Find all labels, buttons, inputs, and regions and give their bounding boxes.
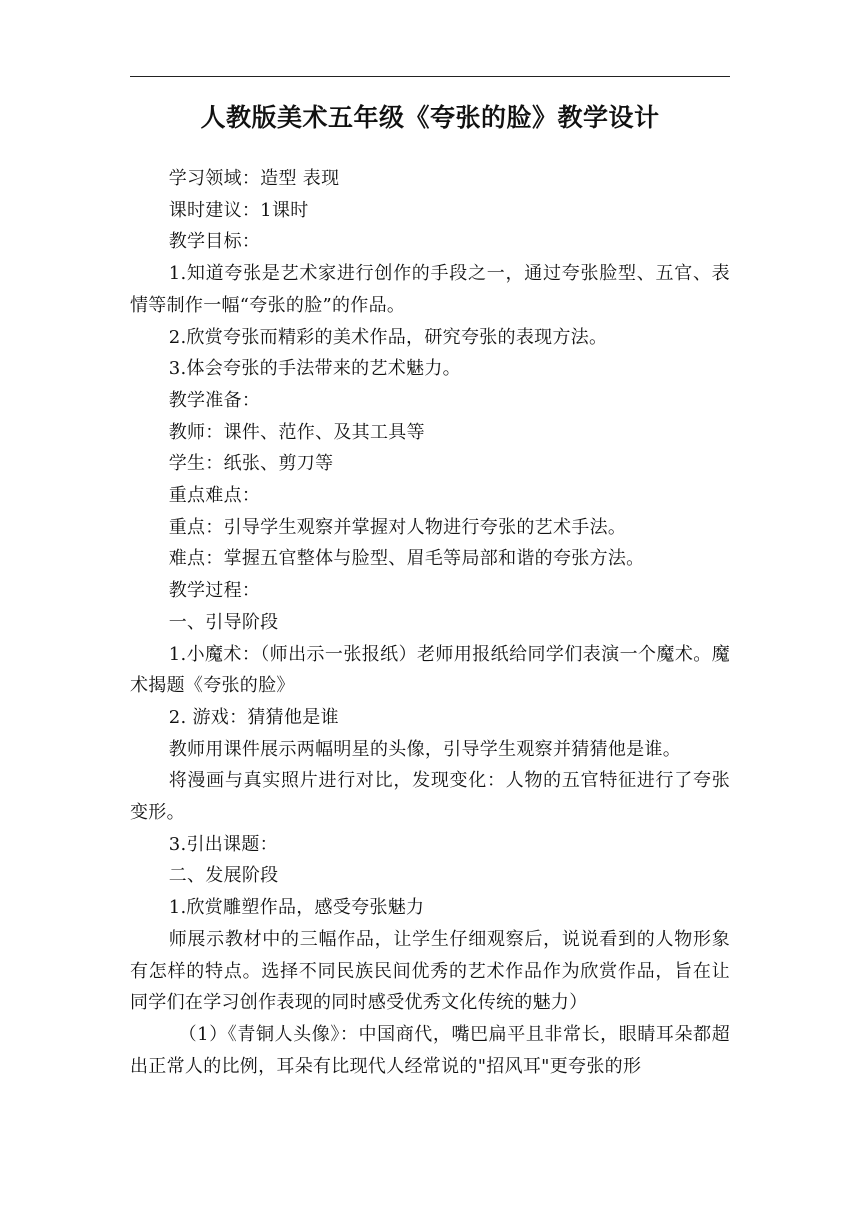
paragraph: 师展示教材中的三幅作品，让学生仔细观察后，说说看到的人物形象有怎样的特点。选择不同民族民间优秀的艺术作品作为欣赏作品，旨在让同学们在学习创作表现的同时感受优秀文化传统的魅力）	[130, 928, 730, 1014]
document-body	[130, 163, 730, 1082]
paragraph: 重点：引导学生观察并掌握对人物进行夸张的艺术手法。	[168, 516, 627, 538]
paragraph: 教学过程：	[168, 580, 261, 602]
paragraph: 重点难点：	[168, 485, 261, 507]
paragraph: 将漫画与真实照片进行对比，发现变化：人物的五官特征进行了夸张变形。	[130, 770, 730, 824]
paragraph: 教师用课件展示两幅明星的头像，引导学生观察并猜猜他是谁。	[168, 738, 682, 760]
paragraph: 二、发展阶段	[168, 865, 279, 887]
header-rule	[130, 76, 730, 77]
paragraph: 教学目标：	[168, 231, 261, 253]
paragraph: 2.欣赏夸张而精彩的美术作品，研究夸张的表现方法。	[168, 326, 608, 348]
document-title: 人教版美术五年级《夸张的脸》教学设计	[200, 103, 660, 132]
paragraph: 难点：掌握五官整体与脸型、眉毛等局部和谐的夸张方法。	[168, 548, 645, 570]
paragraph: 一、引导阶段	[168, 611, 279, 633]
paragraph: 1.欣赏雕塑作品，感受夸张魅力	[168, 897, 425, 919]
paragraph: 1.知道夸张是艺术家进行创作的手段之一，通过夸张脸型、五官、表情等制作一幅“夸张的脸”的作品。	[130, 263, 730, 316]
paragraph: 课时建议：1课时	[168, 199, 309, 221]
paragraph: （1）《青铜人头像》：中国商代，嘴巴扁平且非常长，眼睛耳朵都超出正常人的比例，耳朵有比现代人经常说的"招风耳"更夸张的形	[130, 1023, 730, 1077]
paragraph: 3.体会夸张的手法带来的艺术魅力。	[168, 358, 461, 380]
paragraph: 教学准备：	[168, 389, 261, 411]
paragraph: 2. 游戏：猜猜他是谁	[168, 706, 339, 728]
paragraph: 3.引出课题：	[168, 833, 278, 855]
paragraph: 学习领域：造型 表现	[168, 168, 340, 189]
paragraph: 学生：纸张、剪刀等	[168, 453, 334, 475]
paragraph: 1.小魔术：（师出示一张报纸）老师用报纸给同学们表演一个魔术。魔术揭题《夸张的脸》	[130, 643, 730, 697]
paragraph: 教师：课件、范作、及其工具等	[168, 421, 425, 443]
